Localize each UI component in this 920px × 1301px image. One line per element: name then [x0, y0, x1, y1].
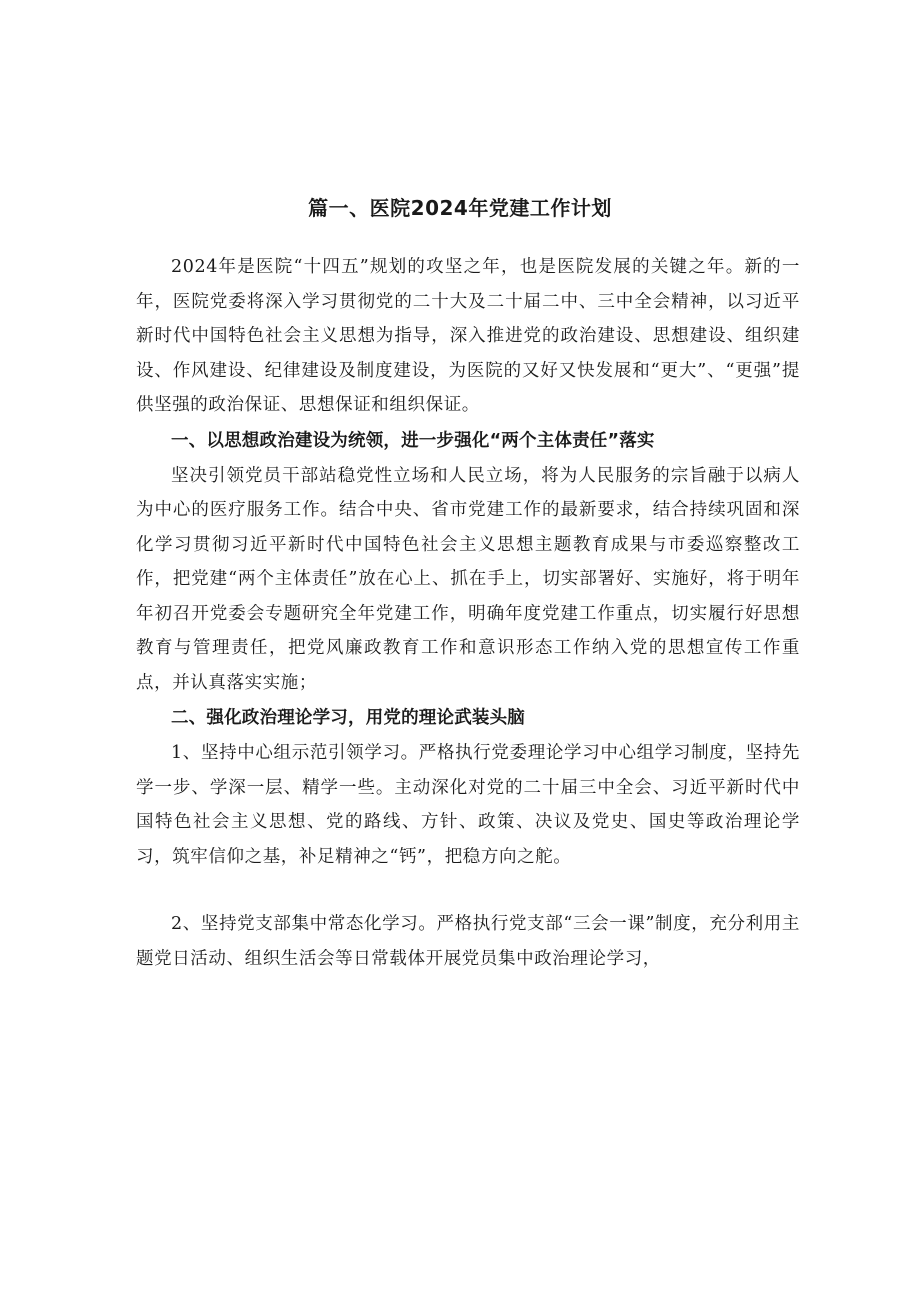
section-1-heading: 一、以思想政治建设为统领，进一步强化“两个主体责任”落实 — [171, 430, 655, 451]
section-2-heading: 二、强化政治理论学习，用党的理论武装头脑 — [171, 708, 525, 728]
section-2-paragraph-2: 2、坚持党支部集中常态化学习。严格执行党支部“三会一课”制度，充分利用主题党日活动、组织生活会等日常载体开展党员集中政治理论学习， — [136, 914, 800, 969]
document-body — [136, 250, 800, 976]
document-title: 篇一、医院2024年党建工作计划 — [308, 196, 612, 221]
intro-paragraph: 2024年是医院“十四五”规划的攻坚之年，也是医院发展的关键之年。新的一年，医院党委将深入学习贯彻党的二十大及二十届二中、三中全会精神，以习近平新时代中国特色社会主义思想为指导，深入推进党的政治建设、思想建设、组织建设、作风建设、纪律建设及制度建设，为医院的又好又快发展和“更大”、“更强”提供坚强的政治保证、思想保证和组织保证。 — [136, 257, 800, 415]
section-1-paragraph: 坚决引领党员干部站稳党性立场和人民立场，将为人民服务的宗旨融于以病人为中心的医疗服务工作。结合中央、省市党建工作的最新要求，结合持续巩固和深化学习贯彻习近平新时代中国特色社会主义思想主题教育成果与市委巡察整改工作，把党建“两个主体责任”放在心上、抓在手上，切实部署好、实施好，将于明年年初召开党委会专题研究全年党建工作，明确年度党建工作重点，切实履行好思想教育与管理责任，把党风廉政教育工作和意识形态工作纳入党的思想宣传工作重点，并认真落实实施； — [136, 465, 800, 693]
section-2-paragraph-1: 1、坚持中心组示范引领学习。严格执行党委理论学习中心组学习制度，坚持先学一步、学深一层、精学一些。主动深化对党的二十届三中全会、习近平新时代中国特色社会主义思想、党的路线、方针、政策、决议及党史、国史等政治理论学习，筑牢信仰之基，补足精神之“钙”，把稳方向之舵。 — [136, 743, 800, 867]
